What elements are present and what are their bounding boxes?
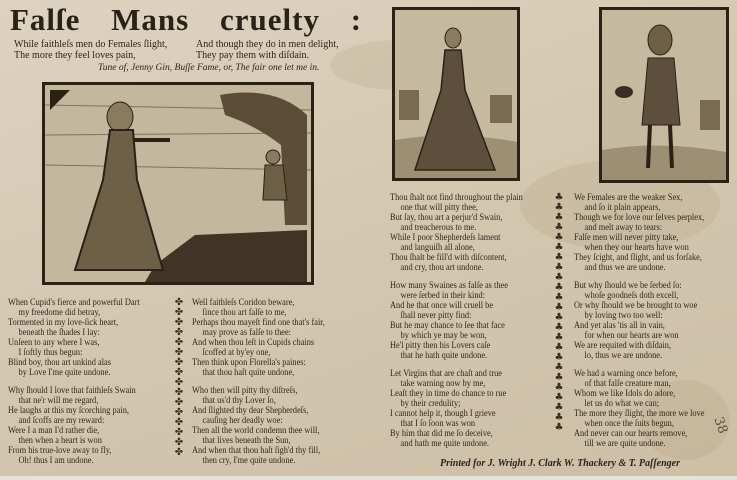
verse-line: But why ſhould we be ſerbed ſo: [574,281,682,291]
verse-column-2 [192,298,325,466]
verse-line: We Females are the weaker Sex, [574,193,683,203]
stanza-gap [390,273,523,281]
verse-line: And he that once will cruell be [390,301,494,311]
verse-line: And when that thou haſt ſigh'd thy fill, [192,446,321,456]
verse-line: take warning now by me, [400,379,486,389]
handwritten-mark: 38 [710,415,731,436]
woodcut-illustration [45,85,311,282]
verse-line: till we are quite undone. [584,439,666,449]
verse-line: Let Virgins that are chaſt and true [390,369,503,379]
verse-line: then cry, I'me quite undone. [202,456,296,466]
verse-line: And yet alas 'tis all in vain, [574,321,665,331]
verse-line: Falſe men will never pitty take, [574,233,679,243]
verse-line: and ſo it plain appears, [584,203,661,213]
verse-line: Were I a man I'd rather die, [8,426,100,436]
subtitle-line: They pay them with diſdain. [196,50,310,61]
verse-line: Though we for love our ſelves perplex, [574,213,705,223]
subtitle-line: The more they feel loves pain, [14,50,136,61]
stanza [574,193,704,273]
stanza [8,386,140,466]
woodcut-illustration [602,10,726,180]
verse-line: Thou ſhalt be fill'd with diſcontent, [390,253,507,263]
stanza [192,298,325,378]
verse-line: ſhall never pitty find: [400,311,472,321]
verse-line: While I poor Shepherdeſs lament [390,233,501,243]
verse-line: Then all the world condemn thee will, [192,426,320,436]
verse-line: Why ſhould I love that faithleſs Swain [8,386,136,396]
verse-line: Unſeen to any where I was, [8,338,100,348]
stanza [390,193,523,273]
verse-line: when they our hearts have won [584,243,689,253]
verse-line: He laughs at this my ſcorching pain, [8,406,129,416]
verse-line: for when our hearts are won [584,331,679,341]
subtitle-right [196,39,339,61]
verse-line: We are requited with diſdain, [574,341,672,351]
verse-line: let us do what we can; [584,399,660,409]
verse-line: And ſlighted thy dear Shepherdeſs, [192,406,309,416]
verse-line: Who then will pitty thy diſtreſs, [192,386,298,396]
verse-line: Or why ſhould we be brought to woe [574,301,698,311]
ornament-border-2: ♣ ♣ ♣ ♣ ♣ ♣ ♣ ♣ ♣ ♣ ♣ ♣ ♣ ♣ ♣ ♣ ♣ ♣ ♣ ♣ ♣ ♣ ♣ ♣ [554,192,564,433]
verse-line: cauſing her deadly woe: [202,416,283,426]
verse-line: by their credulity; [400,399,461,409]
verse-line: and treacherous to me. [400,223,477,233]
verse-line: that I ſo ſoon was won [400,419,476,429]
verse-line: When Cupid's fierce and powerful Dart [8,298,140,308]
verse-line: lo, thus we are undone. [584,351,663,361]
verse-line: whoſe goodneſs doth excell, [584,291,679,301]
verse-line: How many Swaines as falſe as thee [390,281,508,291]
stanza-gap [390,361,523,369]
stanza [8,298,140,378]
stanza [574,369,704,449]
verse-line: by loving two too well: [584,311,663,321]
verse-line: that lives beneath the Sun, [202,436,291,446]
woodcut-illustration [395,10,517,178]
verse-line: beneath the ſhades I lay: [18,328,100,338]
verse-line: I cannot help it, though I grieve [390,409,496,419]
verse-line: They ſcight, and ſlight, and us forſake, [574,253,702,263]
stanza [390,281,523,361]
verse-line: And never can our hearts remove, [574,429,688,439]
verse-line: Then think upon Florella's paines: [192,358,306,368]
ballad-title: Falſe Mans cruelty : [10,2,363,37]
verse-line: and languiſh all alone, [400,243,475,253]
verse-line: But he may chance to ſee that face [390,321,505,331]
verse-line: by which ye may be won, [400,331,487,341]
verse-line: Whom we like Idols do adore, [574,389,676,399]
verse-line: and hath me quite undone. [400,439,490,449]
verse-line: Perhaps thou mayeſt find one that's fair, [192,318,325,328]
verse-line: were ſerbed in their kind: [400,291,486,301]
verse-line: ſince thou art falſe to me, [202,308,287,318]
verse-column-3 [390,193,523,449]
verse-column-4 [574,193,704,449]
verse-line: that us'd thy Lover ſo, [202,396,276,406]
subtitle-left [14,39,167,61]
verse-line: By him that did me ſo deceive, [390,429,493,439]
verse-line: when once the ſuits begun, [584,419,674,429]
verse-line: And when thou leſt in Cupids chains [192,338,315,348]
verse-line: and cry, thou art undone. [400,263,484,273]
verse-line: But ſay, thou art a perjur'd Swain, [390,213,503,223]
subtitle-line: While faithleſs men do Females ſlight, [14,39,168,50]
woodcut-woman-and-cupid [42,82,314,285]
verse-line: Blind boy, thou art unkind alas [8,358,112,368]
ornament-border-1: ✤ ✤ ✤ ✤ ✤ ✤ ✤ ✤ ✤ ✤ ✤ ✤ ✤ ✤ ✤ ✤ [174,297,184,458]
verse-line: He'l pitty then his Lovers caſe [390,341,491,351]
stanza [574,281,704,361]
verse-line: that he hath quite undone. [400,351,488,361]
verse-line: by Love I'me quite undone. [18,368,111,378]
verse-line: one that will pitty thee, [400,203,478,213]
verse-line: that thou haſt quite undone, [202,368,295,378]
verse-line: I ſoftly thus begun: [18,348,83,358]
verse-line: Leaſt they in time do chance to rue [390,389,507,399]
stanza-gap [574,273,704,281]
verse-line: Oh! thus I am undone. [18,456,94,466]
verse-line: and melt away to tears: [584,223,663,233]
stanza-gap [574,361,704,369]
woodcut-gentleman [599,7,729,183]
verse-line: ſcoffed at by'ey one, [202,348,271,358]
verse-line: Thou ſhalt not find throughout the plain [390,193,523,203]
woodcut-lady [392,7,520,181]
subtitle-line: And though they do in men delight, [196,39,339,50]
stanza-gap [192,378,325,386]
verse-line: Well faithleſs Coridon beware, [192,298,295,308]
verse-line: and ſcoffs are my reward: [18,416,105,426]
scan-edge [0,476,737,480]
printer-imprint: Printed for J. Wright J. Clark W. Thackery & T. Paſſenger [440,458,681,469]
stanza-gap [8,378,140,386]
stanza [390,369,523,449]
verse-line: Tormented in my love-ſick heart, [8,318,119,328]
verse-line: of that falſe creature man, [584,379,671,389]
verse-line: and thus we are undone. [584,263,666,273]
verse-line: From his true-love away to fly, [8,446,112,456]
verse-line: may prove as falſe to thee: [202,328,292,338]
verse-column-1 [8,298,140,466]
stanza [192,386,325,466]
verse-line: The more they ſlight, the more we love [574,409,705,419]
verse-line: We had a warning once before, [574,369,678,379]
verse-line: that ne'r will me regard, [18,396,99,406]
tune-line: Tune of, Jenny Gin, Buſſe Fame, or, The fair one let me in. [98,63,320,73]
verse-line: then when a heart is won [18,436,102,446]
verse-line: my freedome did betray, [18,308,101,318]
